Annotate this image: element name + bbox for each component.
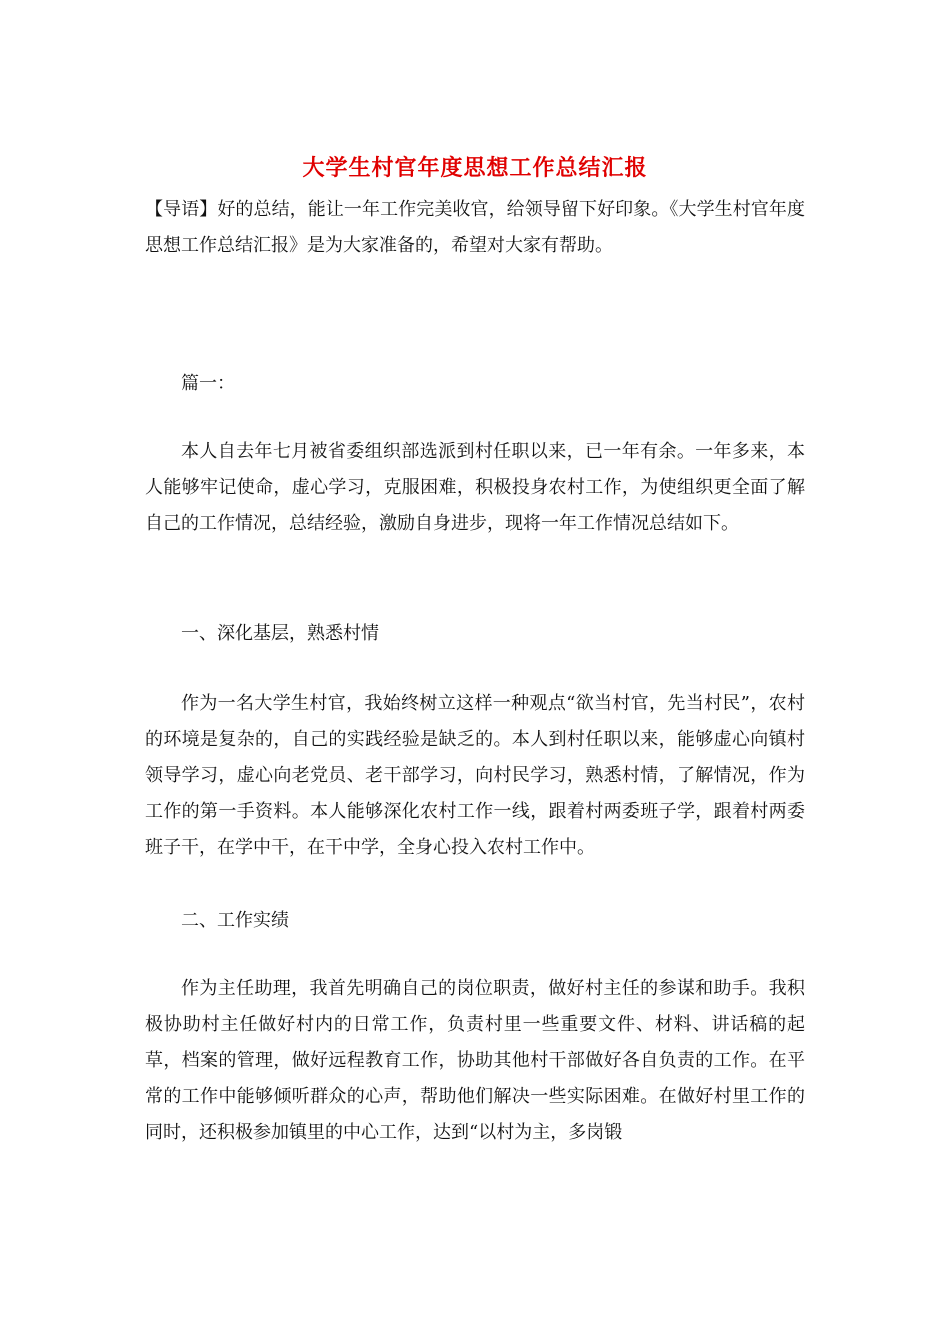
paragraph-3: 作为主任助理，我首先明确自己的岗位职责，做好村主任的参谋和助手。我积极协助村主任做好村内的日常工作，负责村里一些重要文件、材料、讲话稿的起草，档案的管理，做好远程教育工作，协助其他村干部做好各自负责的工作。在平常的工作中能够倾听群众的心声，帮助他们解决一些实际困难。在做好村里工作的同时，还积极参加镇里的中心工作，达到“以村为主，多岗锻 xyxy=(145,978,805,1143)
document-title: 大学生村官年度思想工作总结汇报 xyxy=(302,155,648,181)
intro-paragraph: 【导语】好的总结，能让一年工作完美收官，给领导留下好印象。《大学生村官年度思想工作总结汇报》是为大家准备的，希望对大家有帮助。 xyxy=(145,199,805,256)
heading-2: 二、工作实绩 xyxy=(181,910,289,931)
paragraph-1: 本人自去年七月被省委组织部选派到村任职以来，已一年有余。一年多来，本人能够牢记使命，虚心学习，克服困难，积极投身农村工作，为使组织更全面了解自己的工作情况，总结经验，激励自身进步，现将一年工作情况总结如下。 xyxy=(145,441,805,534)
paragraph-2: 作为一名大学生村官，我始终树立这样一种观点“欲当村官，先当村民”，农村的环境是复杂的，自己的实践经验是缺乏的。本人到村任职以来，能够虚心向镇村领导学习，虚心向老党员、老干部学习，向村民学习，熟悉村情，了解情况，作为工作的第一手资料。本人能够深化农村工作一线，跟着村两委班子学，跟着村两委班子干，在学中干，在干中学，全身心投入农村工作中。 xyxy=(145,693,805,858)
section-label: 篇一： xyxy=(181,373,235,394)
heading-1: 一、深化基层，熟悉村情 xyxy=(181,623,379,644)
